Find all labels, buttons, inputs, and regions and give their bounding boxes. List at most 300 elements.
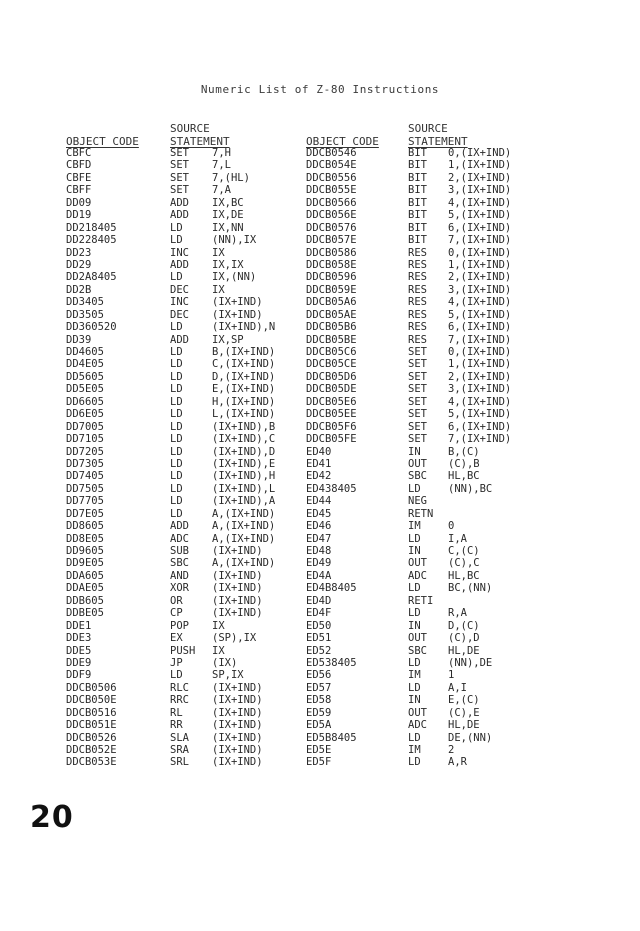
operand-cell: 5,(IX+IND) xyxy=(448,209,512,222)
mnemonic-cell: LD xyxy=(170,346,183,358)
operand-cell: 1,(IX+IND) xyxy=(448,358,512,371)
object-code-cell: DD6E05 xyxy=(66,408,104,421)
instruction-row xyxy=(66,296,296,308)
operand-cell: 2,(IX+IND) xyxy=(448,171,512,184)
object-code-cell: ED51 xyxy=(306,632,332,645)
operand-cell: A,(IX+IND) xyxy=(212,557,276,570)
object-code-cell: ED438405 xyxy=(306,482,357,495)
mnemonic-cell: BIT xyxy=(408,234,427,247)
operand-cell: (IX+IND),N xyxy=(212,321,276,334)
mnemonic-cell: PUSH xyxy=(170,644,196,657)
operand-cell: 7,A xyxy=(212,184,231,197)
operand-cell: (IX+IND) xyxy=(212,296,263,309)
mnemonic-cell: RETI xyxy=(408,594,434,607)
instruction-row xyxy=(66,234,296,246)
mnemonic-cell: RR xyxy=(170,719,183,732)
mnemonic-cell: IN xyxy=(408,445,421,458)
object-code-cell: DDCB05CE xyxy=(306,358,357,371)
object-code-cell: DDCB059E xyxy=(306,283,357,296)
mnemonic-cell: IN xyxy=(408,619,421,632)
object-code-cell: DD7005 xyxy=(66,420,104,433)
mnemonic-cell: SET xyxy=(170,171,189,184)
instruction-row xyxy=(306,557,536,569)
mnemonic-cell: INC xyxy=(170,296,189,309)
operand-cell: 7,(IX+IND) xyxy=(448,433,512,446)
mnemonic-cell: LD xyxy=(408,482,421,495)
object-code-cell: DDCB05AE xyxy=(306,308,357,321)
operand-cell: (IX+IND) xyxy=(212,308,263,321)
object-code-cell: DDCB056E xyxy=(306,209,357,222)
mnemonic-cell: RES xyxy=(408,308,427,321)
operand-cell: (IX+IND) xyxy=(212,706,263,719)
mnemonic-cell: RES xyxy=(408,321,427,334)
instruction-row xyxy=(306,620,536,632)
operand-cell: (IX+IND) xyxy=(212,719,263,732)
mnemonic-cell: ADD xyxy=(170,333,189,346)
mnemonic-cell: OUT xyxy=(408,457,427,470)
mnemonic-cell: SLA xyxy=(170,731,189,744)
operand-cell: 0,(IX+IND) xyxy=(448,147,512,159)
object-code-cell: DD19 xyxy=(66,209,92,222)
operand-cell: 4,(IX+IND) xyxy=(448,395,512,408)
instruction-row xyxy=(306,222,536,234)
operand-cell: 0 xyxy=(448,520,455,533)
operand-cell: D,(IX+IND) xyxy=(212,370,276,383)
mnemonic-cell: SET xyxy=(408,433,427,446)
statement-header-text-right: STATEMENT xyxy=(408,135,468,148)
operand-cell: IX xyxy=(212,283,225,296)
instruction-row xyxy=(66,694,296,706)
mnemonic-cell: DEC xyxy=(170,283,189,296)
object-code-cell: DD8E05 xyxy=(66,532,104,545)
instruction-row xyxy=(66,371,296,383)
object-code-cell: DDAE05 xyxy=(66,582,104,595)
object-code-cell: DDCB0596 xyxy=(306,271,357,284)
instruction-row xyxy=(306,446,536,458)
object-code-cell: DDE1 xyxy=(66,619,92,632)
operand-cell: E,(C) xyxy=(448,694,480,707)
mnemonic-cell: SET xyxy=(170,147,189,159)
instruction-row xyxy=(306,334,536,346)
instruction-row xyxy=(66,744,296,756)
instruction-row xyxy=(66,458,296,470)
mnemonic-cell: OR xyxy=(170,594,183,607)
operand-cell: HL,BC xyxy=(448,470,480,483)
object-code-cell: DD7105 xyxy=(66,433,104,446)
operand-cell: (IX+IND),H xyxy=(212,470,276,483)
object-code-cell: ED40 xyxy=(306,445,332,458)
mnemonic-cell: RRC xyxy=(170,694,189,707)
object-code-cell: DD4E05 xyxy=(66,358,104,371)
operand-cell: 7,(IX+IND) xyxy=(448,333,512,346)
instruction-row xyxy=(66,334,296,346)
object-code-cell: DDCB051E xyxy=(66,719,117,732)
mnemonic-cell: LD xyxy=(170,507,183,520)
mnemonic-cell: RES xyxy=(408,283,427,296)
object-code-cell: ED5A xyxy=(306,719,332,732)
mnemonic-cell: SET xyxy=(408,358,427,371)
operand-cell: 2,(IX+IND) xyxy=(448,370,512,383)
object-code-cell: CBFE xyxy=(66,171,92,184)
mnemonic-cell: IM xyxy=(408,669,421,682)
object-code-cell: CBFD xyxy=(66,159,92,172)
object-code-cell: DD29 xyxy=(66,258,92,271)
instruction-row xyxy=(306,470,536,482)
mnemonic-cell: SET xyxy=(408,408,427,421)
instruction-row xyxy=(306,645,536,657)
instruction-row xyxy=(66,495,296,507)
object-code-cell: DD3405 xyxy=(66,296,104,309)
instruction-list-left xyxy=(66,147,296,769)
mnemonic-cell: LD xyxy=(170,420,183,433)
mnemonic-cell: LD xyxy=(170,321,183,334)
instruction-row xyxy=(306,346,536,358)
mnemonic-cell: LD xyxy=(170,221,183,234)
mnemonic-cell: INC xyxy=(170,246,189,259)
mnemonic-cell: JP xyxy=(170,656,183,669)
operand-cell: (C),C xyxy=(448,557,480,570)
mnemonic-cell: EX xyxy=(170,632,183,645)
instruction-row xyxy=(306,570,536,582)
mnemonic-cell: BIT xyxy=(408,184,427,197)
object-code-cell: DDA605 xyxy=(66,569,104,582)
mnemonic-cell: LD xyxy=(408,756,421,769)
operand-cell: (IX) xyxy=(212,656,238,669)
mnemonic-cell: SET xyxy=(408,383,427,396)
operand-cell: HL,BC xyxy=(448,569,480,582)
object-code-cell: DDCB054E xyxy=(306,159,357,172)
operand-cell: (IX+IND) xyxy=(212,582,263,595)
page-title: Numeric List of Z-80 Instructions xyxy=(200,83,440,96)
object-code-cell: DD7205 xyxy=(66,445,104,458)
object-code-cell: DDCB05BE xyxy=(306,333,357,346)
operand-cell: 3,(IX+IND) xyxy=(448,184,512,197)
instruction-row xyxy=(66,284,296,296)
object-code-cell: DD6605 xyxy=(66,395,104,408)
operand-cell: IX xyxy=(212,644,225,657)
object-code-cell: DD218405 xyxy=(66,221,117,234)
object-code-cell: ED49 xyxy=(306,557,332,570)
instruction-row xyxy=(66,396,296,408)
instruction-row xyxy=(306,433,536,445)
operand-cell: (IX+IND) xyxy=(212,594,263,607)
mnemonic-cell: DEC xyxy=(170,308,189,321)
instruction-row xyxy=(66,147,296,159)
operand-cell: 3,(IX+IND) xyxy=(448,283,512,296)
object-code-cell: DD4605 xyxy=(66,346,104,358)
instruction-row xyxy=(306,371,536,383)
object-code-cell: DDCB0566 xyxy=(306,196,357,209)
operand-cell: 7,(HL) xyxy=(212,171,250,184)
mnemonic-cell: NEG xyxy=(408,495,427,508)
mnemonic-cell: BIT xyxy=(408,159,427,172)
object-code-cell: DD9605 xyxy=(66,545,104,557)
object-code-cell: DD5E05 xyxy=(66,383,104,396)
object-code-cell: DDF9 xyxy=(66,669,92,682)
mnemonic-cell: OUT xyxy=(408,706,427,719)
object-code-cell: DDCB050E xyxy=(66,694,117,707)
mnemonic-cell: IM xyxy=(408,744,421,756)
mnemonic-cell: SET xyxy=(408,346,427,358)
instruction-row xyxy=(306,259,536,271)
object-code-cell: DD8605 xyxy=(66,520,104,533)
object-code-cell: DDCB055E xyxy=(306,184,357,197)
instruction-row xyxy=(306,756,536,768)
instruction-row xyxy=(306,309,536,321)
operand-cell: 2 xyxy=(448,744,455,756)
object-code-cell: ED41 xyxy=(306,457,332,470)
object-code-cell: DD39 xyxy=(66,333,92,346)
operand-cell: 5,(IX+IND) xyxy=(448,308,512,321)
object-code-cell: ED5E xyxy=(306,744,332,756)
mnemonic-cell: LD xyxy=(170,433,183,446)
instruction-row xyxy=(66,184,296,196)
mnemonic-cell: SBC xyxy=(408,644,427,657)
operand-cell: (IX+IND) xyxy=(212,744,263,756)
object-code-cell: ED50 xyxy=(306,619,332,632)
operand-cell: IX xyxy=(212,619,225,632)
operand-cell: SP,IX xyxy=(212,669,244,682)
object-code-cell: DD23 xyxy=(66,246,92,259)
object-code-cell: DD5605 xyxy=(66,370,104,383)
operand-cell: 1,(IX+IND) xyxy=(448,258,512,271)
object-code-cell: ED48 xyxy=(306,545,332,557)
instruction-row xyxy=(66,247,296,259)
operand-cell: A,(IX+IND) xyxy=(212,520,276,533)
operand-cell: 7,(IX+IND) xyxy=(448,234,512,247)
operand-cell: B,(C) xyxy=(448,445,480,458)
mnemonic-cell: RL xyxy=(170,706,183,719)
instruction-row xyxy=(306,184,536,196)
object-code-cell: ED4F xyxy=(306,607,332,620)
operand-cell: 2,(IX+IND) xyxy=(448,271,512,284)
instruction-row xyxy=(306,458,536,470)
operand-cell: A,(IX+IND) xyxy=(212,507,276,520)
object-code-cell: DDE9 xyxy=(66,656,92,669)
object-code-cell: DDB605 xyxy=(66,594,104,607)
mnemonic-cell: SET xyxy=(408,370,427,383)
mnemonic-cell: POP xyxy=(170,619,189,632)
mnemonic-cell: AND xyxy=(170,569,189,582)
instruction-row xyxy=(306,408,536,420)
instruction-row xyxy=(66,756,296,768)
mnemonic-cell: ADD xyxy=(170,196,189,209)
mnemonic-cell: SET xyxy=(408,395,427,408)
mnemonic-cell: LD xyxy=(170,669,183,682)
instruction-row xyxy=(66,446,296,458)
object-code-cell: ED5B8405 xyxy=(306,731,357,744)
operand-cell: L,(IX+IND) xyxy=(212,408,276,421)
mnemonic-cell: LD xyxy=(170,482,183,495)
instruction-row xyxy=(66,533,296,545)
operand-cell: 6,(IX+IND) xyxy=(448,221,512,234)
operand-cell: (IX+IND) xyxy=(212,607,263,620)
operand-cell: IX xyxy=(212,246,225,259)
object-code-cell: DDCB0526 xyxy=(66,731,117,744)
mnemonic-cell: SET xyxy=(170,184,189,197)
mnemonic-cell: BIT xyxy=(408,221,427,234)
object-code-cell: DDCB0556 xyxy=(306,171,357,184)
operand-cell: (IX+IND) xyxy=(212,694,263,707)
mnemonic-cell: ADC xyxy=(170,532,189,545)
mnemonic-cell: LD xyxy=(170,457,183,470)
object-code-header-text-left: OBJECT CODE xyxy=(66,135,139,148)
instruction-row xyxy=(66,508,296,520)
operand-cell: H,(IX+IND) xyxy=(212,395,276,408)
object-code-cell: ED42 xyxy=(306,470,332,483)
mnemonic-cell: BIT xyxy=(408,209,427,222)
instruction-row xyxy=(306,694,536,706)
operand-cell: (IX+IND) xyxy=(212,681,263,694)
instruction-row xyxy=(66,470,296,482)
operand-cell: 1 xyxy=(448,669,455,682)
mnemonic-cell: SET xyxy=(170,159,189,172)
object-code-cell: ED56 xyxy=(306,669,332,682)
object-code-cell: DD7405 xyxy=(66,470,104,483)
mnemonic-cell: IN xyxy=(408,694,421,707)
mnemonic-cell: SUB xyxy=(170,545,189,557)
instruction-row xyxy=(66,545,296,557)
instruction-row xyxy=(66,271,296,283)
instruction-row xyxy=(66,172,296,184)
object-code-cell: DDCB058E xyxy=(306,258,357,271)
operand-cell: B,(IX+IND) xyxy=(212,346,276,358)
instruction-row xyxy=(306,209,536,221)
object-code-cell: ED4A xyxy=(306,569,332,582)
instruction-row xyxy=(306,707,536,719)
instruction-row xyxy=(66,259,296,271)
instruction-row xyxy=(306,682,536,694)
object-code-cell: CBFF xyxy=(66,184,92,197)
instruction-row xyxy=(306,545,536,557)
object-code-cell: ED58 xyxy=(306,694,332,707)
object-code-cell: DDCB0576 xyxy=(306,221,357,234)
instruction-row xyxy=(306,197,536,209)
mnemonic-cell: ADD xyxy=(170,258,189,271)
instruction-row xyxy=(66,433,296,445)
object-code-cell: ED538405 xyxy=(306,656,357,669)
instruction-row xyxy=(66,383,296,395)
instruction-row xyxy=(306,159,536,171)
operand-cell: IX,(NN) xyxy=(212,271,257,284)
instruction-row xyxy=(306,172,536,184)
operand-cell: DE,(NN) xyxy=(448,731,493,744)
page-number: 20 xyxy=(30,800,74,835)
operand-cell: (C),B xyxy=(448,457,480,470)
operand-cell: 7,H xyxy=(212,147,231,159)
object-code-cell: DDCB052E xyxy=(66,744,117,756)
operand-cell: E,(IX+IND) xyxy=(212,383,276,396)
instruction-row xyxy=(66,408,296,420)
instruction-row xyxy=(66,707,296,719)
mnemonic-cell: BIT xyxy=(408,147,427,159)
object-code-cell: DDCB05C6 xyxy=(306,346,357,358)
instruction-row xyxy=(306,669,536,681)
operand-cell: I,A xyxy=(448,532,467,545)
instruction-row xyxy=(306,358,536,370)
operand-cell: C,(C) xyxy=(448,545,480,557)
object-code-cell: DD2A8405 xyxy=(66,271,117,284)
operand-cell: 3,(IX+IND) xyxy=(448,383,512,396)
object-code-cell: DDCB053E xyxy=(66,756,117,769)
instruction-row xyxy=(306,582,536,594)
operand-cell: IX,SP xyxy=(212,333,244,346)
operand-cell: IX,BC xyxy=(212,196,244,209)
instruction-row xyxy=(66,483,296,495)
mnemonic-cell: RLC xyxy=(170,681,189,694)
operand-cell: (C),D xyxy=(448,632,480,645)
operand-cell: (NN),DE xyxy=(448,656,493,669)
instruction-row xyxy=(306,483,536,495)
mnemonic-cell: LD xyxy=(170,383,183,396)
mnemonic-cell: LD xyxy=(408,731,421,744)
mnemonic-cell: SRL xyxy=(170,756,189,769)
instruction-row xyxy=(306,296,536,308)
operand-cell: C,(IX+IND) xyxy=(212,358,276,371)
mnemonic-cell: ADC xyxy=(408,719,427,732)
operand-cell: BC,(NN) xyxy=(448,582,493,595)
instruction-list-right xyxy=(306,147,536,769)
operand-cell: 4,(IX+IND) xyxy=(448,196,512,209)
mnemonic-cell: SET xyxy=(408,420,427,433)
mnemonic-cell: LD xyxy=(170,370,183,383)
mnemonic-cell: SBC xyxy=(408,470,427,483)
object-code-cell: ED47 xyxy=(306,532,332,545)
mnemonic-cell: LD xyxy=(170,271,183,284)
operand-cell: (NN),BC xyxy=(448,482,493,495)
operand-cell: (IX+IND),C xyxy=(212,433,276,446)
operand-cell: (IX+IND),D xyxy=(212,445,276,458)
instruction-row xyxy=(66,421,296,433)
operand-cell: (IX+IND) xyxy=(212,731,263,744)
object-code-cell: ED59 xyxy=(306,706,332,719)
mnemonic-cell: XOR xyxy=(170,582,189,595)
mnemonic-cell: RETN xyxy=(408,507,434,520)
mnemonic-cell: OUT xyxy=(408,632,427,645)
instruction-row xyxy=(66,607,296,619)
mnemonic-cell: LD xyxy=(408,607,421,620)
object-code-cell: DDCB05FE xyxy=(306,433,357,446)
operand-cell: 1,(IX+IND) xyxy=(448,159,512,172)
object-code-cell: DDCB057E xyxy=(306,234,357,247)
operand-cell: 0,(IX+IND) xyxy=(448,246,512,259)
object-code-cell: ED4B8405 xyxy=(306,582,357,595)
object-code-cell: DD2B xyxy=(66,283,92,296)
instruction-row xyxy=(306,396,536,408)
instruction-row xyxy=(306,284,536,296)
operand-cell: (IX+IND),E xyxy=(212,457,276,470)
instruction-row xyxy=(66,682,296,694)
mnemonic-cell: LD xyxy=(408,656,421,669)
operand-cell: HL,DE xyxy=(448,644,480,657)
instruction-row xyxy=(66,732,296,744)
source-header-left: SOURCE xyxy=(170,122,210,135)
mnemonic-cell: LD xyxy=(170,234,183,247)
mnemonic-cell: RES xyxy=(408,271,427,284)
operand-cell: 7,L xyxy=(212,159,231,172)
instruction-row xyxy=(306,321,536,333)
object-code-cell: DDCB05B6 xyxy=(306,321,357,334)
mnemonic-cell: LD xyxy=(170,470,183,483)
object-code-cell: CBFC xyxy=(66,147,92,159)
instruction-row xyxy=(306,595,536,607)
instruction-row xyxy=(306,247,536,259)
object-code-cell: ED44 xyxy=(306,495,332,508)
instruction-row xyxy=(306,657,536,669)
mnemonic-cell: ADC xyxy=(408,569,427,582)
instruction-row xyxy=(66,632,296,644)
instruction-row xyxy=(306,732,536,744)
